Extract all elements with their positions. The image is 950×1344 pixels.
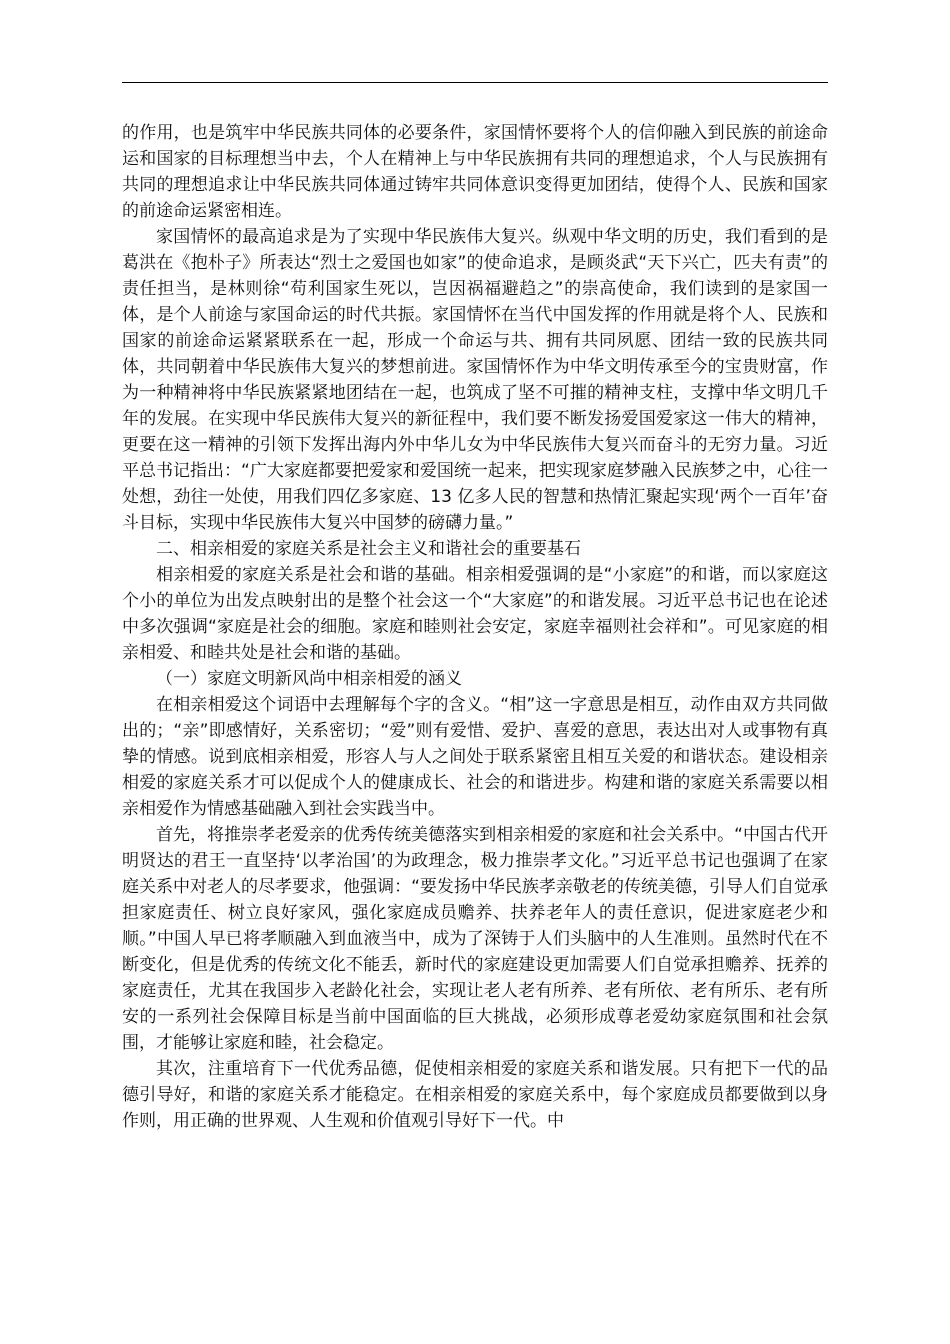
body-text (122, 120, 828, 1134)
paragraph: 在相亲相爱这个词语中去理解每个字的含义。“相”这一字意思是相互，动作由双方共同做出的；“亲”即感情好，关系密切；“爱”则有爱惜、爱护、喜爱的意思，表达出对人或事物有真挚的情感。说到底相亲相爱，形容人与人之间处于联系紧密且相互关爱的和谐状态。建设相亲相爱的家庭关系才可以促成个人的健康成长、社会的和谐进步。构建和谐的家庭关系需要以相亲相爱作为情感基础融入到社会实践当中。 (122, 695, 828, 819)
paragraph: 相亲相爱的家庭关系是社会和谐的基础。相亲相爱强调的是“小家庭”的和谐，而以家庭这个小的单位为出发点映射出的是整个社会这一个“大家庭”的和谐发展。习近平总书记也在论述中多次强调“家庭是社会的细胞。家庭和睦则社会安定，家庭幸福则社会祥和”。可见家庭的相亲相爱、和睦共处是社会和谐的基础。 (122, 565, 828, 663)
paragraph: 其次，注重培育下一代优秀品德，促使相亲相爱的家庭关系和谐发展。只有把下一代的品德引导好，和谐的家庭关系才能稳定。在相亲相爱的家庭关系中，每个家庭成员都要做到以身作则，用正确的世界观、人生观和价值观引导好下一代。中 (122, 1059, 828, 1131)
paragraph: 的作用，也是筑牢中华民族共同体的必要条件，家国情怀要将个人的信仰融入到民族的前途命运和国家的目标理想当中去，个人在精神上与中华民族拥有共同的理想追求，个人与民族拥有共同的理想追求让中华民族共同体通过铸牢共同体意识变得更加团结，使得个人、民族和国家的前途命运紧密相连。 (122, 123, 828, 221)
header-rule (122, 82, 828, 83)
subsection-heading: （一）家庭文明新风尚中相亲相爱的涵义 (156, 669, 462, 689)
section-heading: 二、相亲相爱的家庭关系是社会主义和谐社会的重要基石 (156, 539, 581, 559)
paragraph: 家国情怀的最高追求是为了实现中华民族伟大复兴。纵观中华文明的历史，我们看到的是葛洪在《抱朴子》所表达“烈士之爱国也如家”的使命追求，是顾炎武“天下兴亡，匹夫有责”的责任担当，是林则徐“苟利国家生死以，岂因祸福避趋之”的崇高使命，我们读到的是家国一体，是个人前途与家国命运的时代共振。家国情怀在当代中国发挥的作用就是将个人、民族和国家的前途命运紧紧联系在一起，形成一个命运与共、拥有共同夙愿、团结一致的民族共同体，共同朝着中华民族伟大复兴的梦想前进。家国情怀作为中华文明传承至今的宝贵财富，作为一种精神将中华民族紧紧地团结在一起，也筑成了坚不可摧的精神支柱，支撑中华文明几千年的发展。在实现中华民族伟大复兴的新征程中，我们要不断发扬爱国爱家这一伟大的精神，更要在这一精神的引领下发挥出海内外中华儿女为中华民族伟大复兴而奋斗的无穷力量。习近平总书记指出：“广大家庭都要把爱家和爱国统一起来，把实现家庭梦融入民族梦之中，心往一处想，劲往一处使，用我们四亿多家庭、13 亿多人民的智慧和热情汇聚起实现‘两个一百年’奋斗目标，实现中华民族伟大复兴中国梦的磅礴力量。” (122, 227, 828, 533)
paragraph: 首先，将推崇孝老爱亲的优秀传统美德落实到相亲相爱的家庭和社会关系中。“中国古代开明贤达的君王一直坚持‘以孝治国’的为政理念，极力推崇孝文化。”习近平总书记也强调了在家庭关系中对老人的尽孝要求，他强调：“要发扬中华民族孝亲敬老的传统美德，引导人们自觉承担家庭责任、树立良好家风，强化家庭成员赡养、扶养老年人的责任意识，促进家庭老少和顺。”中国人早已将孝顺融入到血液当中，成为了深铸于人们头脑中的人生准则。虽然时代在不断变化，但是优秀的传统文化不能丢，新时代的家庭建设更加需要人们自觉承担赡养、抚养的家庭责任，尤其在我国步入老龄化社会，实现让老人老有所养、老有所依、老有所乐、老有所安的一系列社会保障目标是当前中国面临的巨大挑战，必须形成尊老爱幼家庭氛围和社会氛围，才能够让家庭和睦，社会稳定。 (122, 825, 828, 1053)
